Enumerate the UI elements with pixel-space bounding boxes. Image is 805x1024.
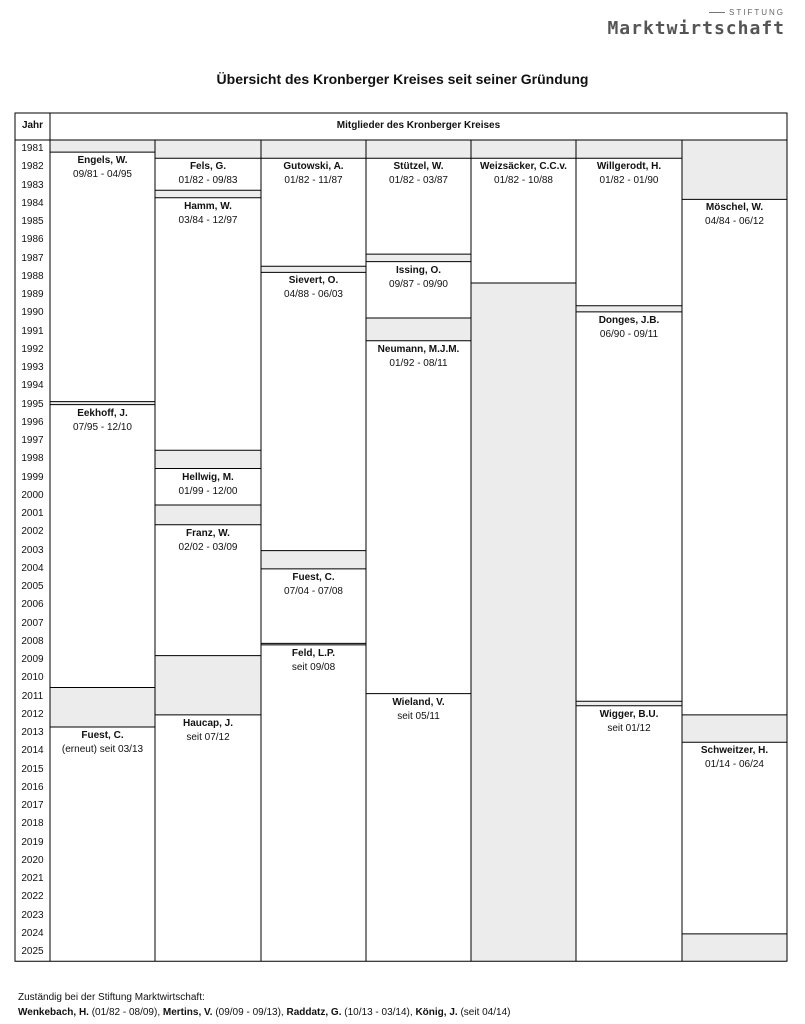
year-label: 1986 <box>21 234 44 246</box>
year-column-header: Jahr <box>21 120 44 131</box>
member-name: Franz, W. <box>186 527 230 539</box>
year-label: 1994 <box>21 380 44 392</box>
member-period: 07/04 - 07/08 <box>284 585 343 597</box>
member-box <box>50 152 155 401</box>
year-label: 1992 <box>21 343 44 355</box>
staff-period: (10/13 - 03/14), <box>341 1007 416 1018</box>
member-name: Eekhoff, J. <box>77 407 128 419</box>
member-entry <box>261 647 366 675</box>
member-entry <box>261 571 366 599</box>
member-entry <box>366 696 471 724</box>
year-label: 2006 <box>21 599 44 611</box>
member-period: 04/84 - 06/12 <box>705 216 764 228</box>
year-label: 2020 <box>21 854 44 866</box>
staff-name: Mertins, V. <box>162 1007 213 1018</box>
member-period: (erneut) seit 03/13 <box>61 744 144 756</box>
member-period: seit 01/12 <box>607 722 651 734</box>
member-period: 01/14 - 06/24 <box>705 759 764 771</box>
member-entry <box>576 708 682 736</box>
member-name: Fels, G. <box>189 161 227 173</box>
staff-period: (09/09 - 09/13), <box>212 1007 287 1018</box>
member-box <box>576 312 682 701</box>
footer-note <box>18 990 510 1020</box>
year-label: 1991 <box>21 325 44 337</box>
members-column-header: Mitglieder des Kronberger Kreises <box>336 120 501 131</box>
member-name: Gutowski, A. <box>283 161 344 173</box>
member-entry <box>471 160 576 188</box>
footer-people <box>18 1005 510 1020</box>
year-label: 2008 <box>21 635 44 647</box>
staff-period: (01/82 - 08/09), <box>88 1007 163 1018</box>
year-label: 2009 <box>21 654 44 665</box>
year-label: 2023 <box>21 909 44 921</box>
year-label: 2025 <box>21 946 44 957</box>
year-label: 2017 <box>21 800 44 811</box>
year-label: 1993 <box>21 362 44 373</box>
staff-name: König, J. <box>415 1007 458 1018</box>
member-box <box>50 405 155 688</box>
member-box <box>682 199 787 715</box>
year-label: 2018 <box>21 818 44 830</box>
year-label: 1989 <box>21 289 44 300</box>
year-label: 1981 <box>21 143 44 154</box>
member-box <box>366 694 471 962</box>
member-entry <box>682 201 787 229</box>
year-label: 2011 <box>21 690 44 702</box>
member-period: 01/82 - 09/83 <box>178 175 238 187</box>
staff-name: Wenkebach, H. <box>18 1007 89 1018</box>
member-period: 01/82 - 01/90 <box>599 175 659 187</box>
member-entry <box>155 471 261 499</box>
member-entry <box>576 314 682 342</box>
year-label: 2021 <box>21 873 44 884</box>
member-period: 07/95 - 12/10 <box>73 421 132 433</box>
member-entry <box>366 343 471 371</box>
member-name: Willgerodt, H. <box>596 161 662 173</box>
member-period: seit 09/08 <box>291 661 336 673</box>
member-name: Fuest, C. <box>81 730 124 742</box>
member-box <box>261 272 366 550</box>
member-entry <box>366 160 471 188</box>
staff-period: (seit 04/14) <box>457 1007 511 1018</box>
year-label: 1984 <box>21 197 44 209</box>
member-entry <box>576 160 682 188</box>
member-box <box>50 727 155 961</box>
member-name: Hamm, W. <box>184 200 232 212</box>
member-period: 01/99 - 12/00 <box>178 485 238 497</box>
logo-wordmark: Marktwirtschaft <box>607 18 785 39</box>
year-label: 2004 <box>21 562 44 574</box>
year-label: 1998 <box>21 453 44 465</box>
member-name: Neumann, M.J.M. <box>377 343 460 355</box>
member-period: 01/82 - 03/87 <box>389 175 448 187</box>
year-label: 2003 <box>21 544 44 556</box>
member-entry <box>155 160 261 188</box>
member-name: Sievert, O. <box>288 275 339 287</box>
member-name: Möschel, W. <box>705 202 764 214</box>
member-period: 04/88 - 06/03 <box>284 289 343 301</box>
year-label: 2024 <box>21 927 44 939</box>
member-period: 01/82 - 11/87 <box>284 175 343 187</box>
member-box <box>366 341 471 700</box>
member-name: Hellwig, M. <box>182 471 234 483</box>
member-name: Engels, W. <box>77 155 128 167</box>
member-name: Wieland, V. <box>392 696 445 708</box>
year-label: 2016 <box>21 781 44 793</box>
member-entry <box>155 200 261 228</box>
member-name: Donges, J.B. <box>598 314 660 326</box>
page-title: Übersicht des Kronberger Kreises seit seiner Gründung <box>216 71 589 87</box>
member-name: Wigger, B.U. <box>599 708 659 720</box>
year-label: 2000 <box>21 489 44 501</box>
year-label: 1997 <box>21 435 44 446</box>
year-label: 2007 <box>21 617 44 629</box>
member-name: Fuest, C. <box>292 571 335 583</box>
member-period: 09/81 - 04/95 <box>73 169 132 181</box>
member-entry <box>261 160 366 188</box>
member-period: seit 07/12 <box>186 731 230 743</box>
member-entry <box>261 274 366 302</box>
member-name: Issing, O. <box>395 264 441 276</box>
year-label: 1988 <box>21 270 44 282</box>
year-label: 1999 <box>21 471 44 483</box>
year-label: 1995 <box>21 398 44 410</box>
member-entry <box>50 729 155 757</box>
year-label: 2005 <box>21 581 44 592</box>
year-label: 2019 <box>21 836 44 848</box>
member-box <box>261 645 366 961</box>
member-box <box>155 198 261 450</box>
member-name: Haucap, J. <box>182 717 234 729</box>
member-period: 03/84 - 12/97 <box>178 214 238 226</box>
year-label: 2010 <box>21 672 44 684</box>
member-entry <box>155 527 261 555</box>
member-period: 01/92 - 08/11 <box>389 357 448 369</box>
member-entry <box>682 744 787 772</box>
year-label: 2001 <box>21 508 44 519</box>
member-name: Stützel, W. <box>393 161 444 173</box>
year-label: 1990 <box>21 307 44 319</box>
year-label: 2013 <box>21 727 44 738</box>
member-entry <box>50 154 155 182</box>
member-period: seit 05/11 <box>397 710 440 722</box>
year-label: 2015 <box>21 763 44 775</box>
member-name: Weizsäcker, C.C.v. <box>480 161 567 173</box>
year-label: 2022 <box>21 891 44 903</box>
member-box <box>155 715 261 961</box>
footer-intro: Zuständig bei der Stiftung Marktwirtschaft: <box>18 992 205 1003</box>
year-label: 1996 <box>21 416 44 428</box>
member-entry <box>50 407 155 435</box>
staff-name: Raddatz, G. <box>286 1007 342 1018</box>
member-entry <box>366 264 471 292</box>
member-name: Schweitzer, H. <box>700 745 769 757</box>
year-label: 1982 <box>21 161 44 173</box>
logo-tagline: STIFTUNG <box>607 8 785 17</box>
member-period: 09/87 - 09/90 <box>389 278 448 290</box>
year-label: 2012 <box>21 708 44 720</box>
year-label: 2002 <box>21 526 44 538</box>
year-label: 1985 <box>21 216 44 227</box>
member-period: 06/90 - 09/11 <box>599 328 659 340</box>
member-name: Feld, L.P. <box>291 647 336 659</box>
member-box <box>576 706 682 962</box>
member-period: 01/82 - 10/88 <box>494 175 553 187</box>
member-period: 02/02 - 03/09 <box>178 541 238 553</box>
year-label: 2014 <box>21 745 44 757</box>
member-entry <box>155 717 261 745</box>
year-label: 1987 <box>21 252 44 264</box>
year-label: 1983 <box>21 179 44 191</box>
